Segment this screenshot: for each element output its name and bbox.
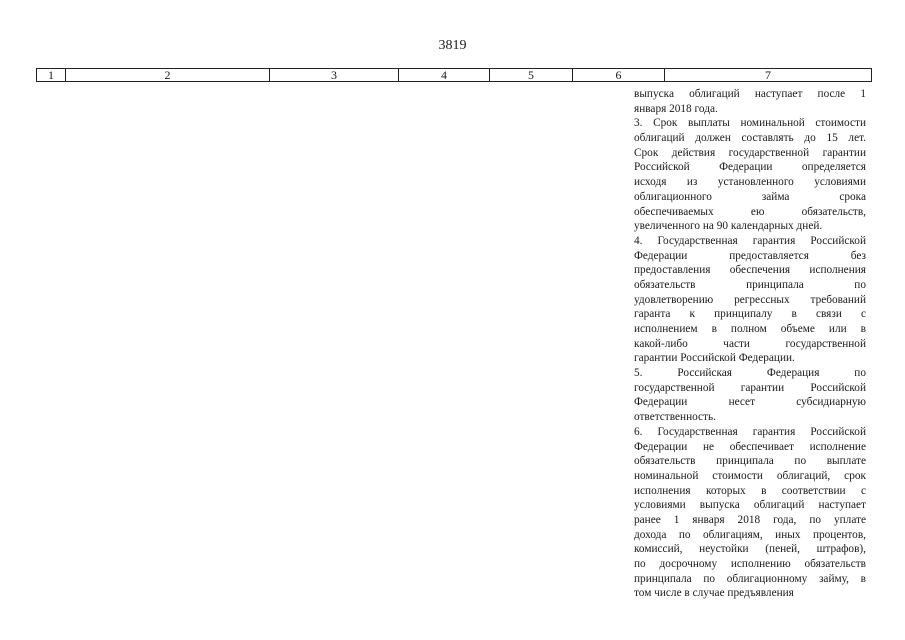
- text-line: ранее 1 января 2018 года, по уплате: [634, 513, 866, 526]
- text-line: Федерации несет субсидиарную: [634, 396, 866, 409]
- paragraph: [634, 366, 866, 425]
- paragraph: [634, 87, 866, 116]
- column-number-2: 2: [65, 69, 269, 81]
- text-line: государственной гарантии Российской: [634, 381, 866, 394]
- text-line: номинальной стоимости облигаций, срок: [634, 469, 866, 482]
- text-line: обеспечиваемых ею обязательств,: [634, 205, 866, 218]
- column-number-3: 3: [269, 69, 398, 81]
- text-line: 4. Государственная гарантия Российской: [634, 234, 866, 247]
- text-line: облигаций должен составлять до 15 лет.: [634, 132, 866, 145]
- paragraph: [634, 234, 866, 366]
- text-line: исполнения которых в соответствии с: [634, 484, 866, 497]
- text-line: увеличенного на 90 календарных дней.: [634, 220, 823, 233]
- paragraph: [634, 425, 866, 601]
- text-line: дохода по облигациям, иных процентов,: [634, 528, 866, 541]
- text-line: 5. Российская Федерация по: [634, 367, 866, 380]
- text-line: обязательств принципала по выплате: [634, 455, 866, 468]
- text-line: января 2018 года.: [634, 102, 718, 115]
- column-number-4: 4: [398, 69, 489, 81]
- text-line: 6. Государственная гарантия Российской: [634, 425, 866, 438]
- text-line: какой-либо части государственной: [634, 337, 866, 350]
- text-line: исходя из установленного условиями: [634, 176, 866, 189]
- text-line: облигационного займа срока: [634, 190, 866, 203]
- column-number-5: 5: [489, 69, 572, 81]
- text-line: Срок действия государственной гарантии: [634, 146, 866, 159]
- text-line: Федерации предоставляется без: [634, 249, 866, 262]
- text-line: гарантии Российской Федерации.: [634, 352, 795, 365]
- text-line: комиссий, неустойки (пеней, штрафов),: [634, 543, 866, 556]
- text-line: предоставления обеспечения исполнения: [634, 264, 866, 277]
- text-line: Российской Федерации определяется: [634, 161, 866, 174]
- column-7-text: [634, 87, 866, 601]
- text-line: исполнением в полном объеме или в: [634, 323, 866, 335]
- text-line: удовлетворению регрессных требований: [634, 293, 866, 306]
- page-number: 3819: [438, 38, 467, 53]
- paragraph: [634, 116, 866, 234]
- column-number-1: 1: [48, 68, 54, 82]
- text-line: 3. Срок выплаты номинальной стоимости: [634, 117, 866, 130]
- text-line: гаранта к принципалу в связи с: [634, 308, 866, 321]
- text-line: ответственность.: [634, 411, 716, 424]
- text-line: Федерации не обеспечивает исполнение: [634, 440, 866, 453]
- text-line: выпуска облигаций наступает после 1: [634, 88, 866, 100]
- table-header-row: [36, 68, 872, 82]
- text-line: условиями выпуска облигаций наступает: [634, 499, 866, 512]
- column-number-6: 6: [572, 69, 664, 81]
- text-line: обязательств принципала по: [634, 278, 866, 291]
- column-number-7: 7: [664, 69, 871, 81]
- text-line: по досрочному исполнению обязательств: [634, 558, 866, 570]
- text-line: принципала по облигационному займу, в: [634, 572, 866, 585]
- text-line: том числе в случае предъявления: [634, 587, 794, 600]
